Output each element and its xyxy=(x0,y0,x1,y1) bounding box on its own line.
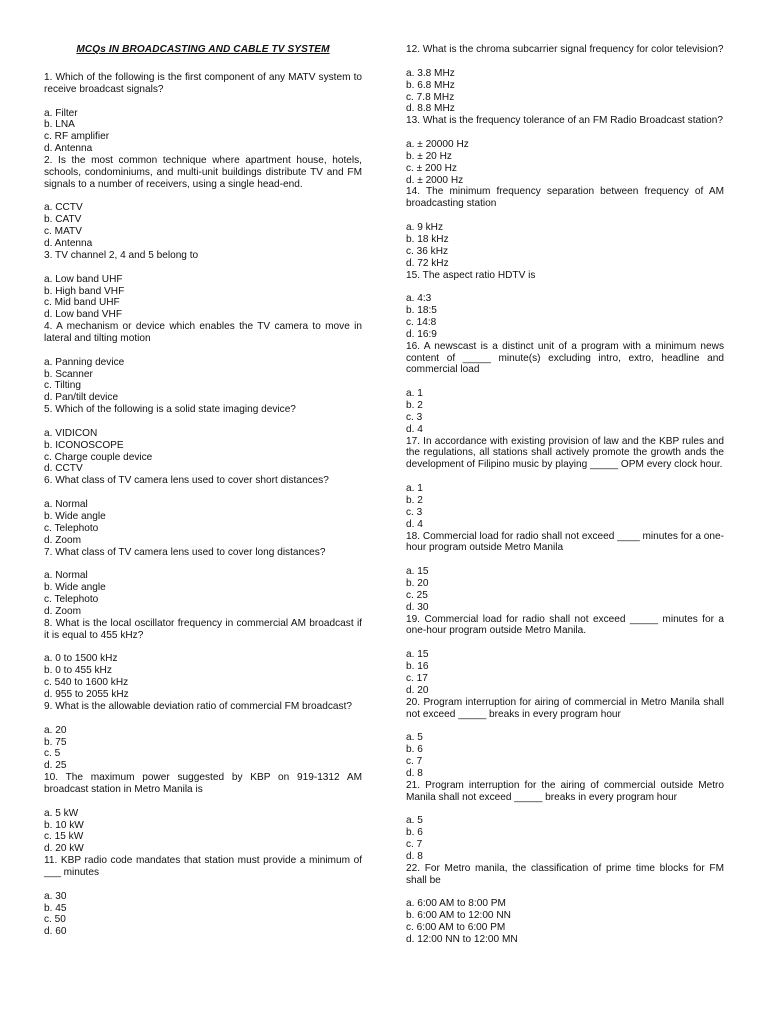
answer-option: b. 2 xyxy=(406,400,423,412)
answer-option: b. 16 xyxy=(406,661,429,673)
question-block xyxy=(44,701,362,772)
question-block xyxy=(406,614,724,697)
answer-option: a. 6:00 AM to 8:00 PM xyxy=(406,898,506,910)
answer-option: b. 6:00 AM to 12:00 NN xyxy=(406,910,511,922)
right-column xyxy=(406,44,724,946)
answer-option: d. Zoom xyxy=(44,534,82,546)
answer-option: c. Tilting xyxy=(44,380,82,392)
answer-option: c. Charge couple device xyxy=(44,451,153,463)
answer-option: d. 4 xyxy=(406,423,423,435)
answer-option: a. 15 xyxy=(406,649,429,661)
question-block xyxy=(44,855,362,938)
answer-option: c. 14:8 xyxy=(406,317,437,329)
left-question-list xyxy=(44,72,362,938)
answer-option: d. Antenna xyxy=(44,143,93,155)
answer-option: b. 6.8 MHz xyxy=(406,79,455,91)
answer-option: c. 36 kHz xyxy=(406,245,449,257)
answer-option: a. VIDICON xyxy=(44,427,98,439)
answer-option: a. 3.8 MHz xyxy=(406,67,455,79)
question-stem: 4. A mechanism or device which enables the TV camera to move in lateral and tilting motion xyxy=(44,321,362,344)
question-block xyxy=(44,72,362,155)
answer-option: a. ± 20000 Hz xyxy=(406,139,469,151)
answer-option: b. High band VHF xyxy=(44,285,125,297)
answer-option: d. ± 2000 Hz xyxy=(406,174,464,186)
answer-option: d. 8 xyxy=(406,767,423,779)
answer-option: d. 25 xyxy=(44,760,67,772)
question-stem: 21. Program interruption for the airing of commercial outside Metro Manila shall not exceed _____ breaks in every program hour xyxy=(406,779,724,803)
question-block xyxy=(406,44,724,115)
question-stem: 5. Which of the following is a solid state imaging device? xyxy=(44,404,296,416)
question-stem: 10. The maximum power suggested by KBP on 919-1312 AM broadcast station in Metro Manila is xyxy=(44,772,362,795)
answer-option: c. ± 200 Hz xyxy=(406,162,457,174)
answer-option: c. 3 xyxy=(406,411,423,423)
right-question-list xyxy=(406,44,724,946)
answer-option: b. Wide angle xyxy=(44,582,106,594)
question-block xyxy=(406,863,724,946)
answer-option: a. 30 xyxy=(44,890,67,902)
answer-option: d. 30 xyxy=(406,601,429,613)
question-stem: 8. What is the local oscillator frequency in commercial AM broadcast if it is equal to 455 kHz? xyxy=(44,617,362,641)
question-block xyxy=(406,186,724,269)
question-block xyxy=(406,270,724,341)
answer-option: b. 10 kW xyxy=(44,819,84,831)
answer-option: c. 6:00 AM to 6:00 PM xyxy=(406,922,506,934)
answer-option: c. 50 xyxy=(44,914,66,926)
answer-option: a. 4:3 xyxy=(406,293,432,305)
left-column xyxy=(44,44,362,938)
question-block xyxy=(44,404,362,475)
question-block xyxy=(406,780,724,863)
answer-option: c. 7 xyxy=(406,839,423,851)
question-block xyxy=(44,155,362,250)
question-stem: 1. Which of the following is the first component of any MATV system to receive broadcast signals? xyxy=(44,71,362,95)
answer-option: b. 75 xyxy=(44,736,67,748)
question-stem: 13. What is the frequency tolerance of an FM Radio Broadcast station? xyxy=(406,115,724,127)
answer-option: b. 45 xyxy=(44,902,67,914)
answer-option: c. MATV xyxy=(44,226,82,238)
answer-option: a. Low band UHF xyxy=(44,273,123,285)
answer-option: b. 18:5 xyxy=(406,305,437,317)
question-block xyxy=(406,341,724,436)
answer-option: d. 8 xyxy=(406,850,423,862)
answer-option: b. 6 xyxy=(406,827,423,839)
answer-option: d. 12:00 NN to 12:00 MN xyxy=(406,934,518,945)
answer-option: b. 20 xyxy=(406,578,429,590)
answer-option: a. Panning device xyxy=(44,356,125,368)
answer-option: d. 20 xyxy=(406,684,429,696)
answer-option: d. 20 kW xyxy=(44,843,84,855)
answer-option: b. Scanner xyxy=(44,368,93,380)
answer-option: d. CCTV xyxy=(44,463,83,475)
answer-option: a. CCTV xyxy=(44,202,83,214)
question-stem: 11. KBP radio code mandates that station must provide a minimum of ___ minutes xyxy=(44,855,362,878)
answer-option: c. 5 xyxy=(44,748,61,760)
answer-option: b. Wide angle xyxy=(44,511,106,522)
question-stem: 2. Is the most common technique where apartment house, hotels, schools, condominiums, and multi-unit buildings distribute TV and FM signals to a number of receivers, using a single head-end. xyxy=(44,154,362,190)
answer-option: b. 6 xyxy=(406,744,423,756)
answer-option: c. 540 to 1600 kHz xyxy=(44,677,129,689)
answer-option: d. 8.8 MHz xyxy=(406,103,455,115)
question-stem: 7. What class of TV camera lens used to cover long distances? xyxy=(44,546,326,558)
answer-option: c. 25 xyxy=(406,589,428,601)
answer-option: d. 60 xyxy=(44,926,67,938)
answer-option: a. 5 kW xyxy=(44,807,79,819)
question-stem: 3. TV channel 2, 4 and 5 belong to xyxy=(44,249,199,261)
question-stem: 17. In accordance with existing provision of law and the KBP rules and the regulations, all stations shall actively promote the growth ands the development of Filipino music by playing _____ OPM every clock hour. xyxy=(406,435,724,471)
answer-option: a. 20 xyxy=(44,724,67,736)
question-block xyxy=(44,547,362,618)
answer-option: d. Antenna xyxy=(44,237,93,249)
document-title: MCQs IN BROADCASTING AND CABLE TV SYSTEM xyxy=(76,44,330,55)
answer-option: a. Filter xyxy=(44,107,78,119)
answer-option: c. 7 xyxy=(406,756,423,768)
question-block xyxy=(44,772,362,855)
question-stem: 16. A newscast is a distinct unit of a program with a minimum news content of _____ minute(s) excluding intro, extro, headline and commercial load xyxy=(406,340,724,376)
answer-option: b. CATV xyxy=(44,214,82,226)
answer-option: b. 0 to 455 kHz xyxy=(44,665,112,677)
question-stem: 12. What is the chroma subcarrier signal frequency for color television? xyxy=(406,44,724,55)
answer-option: c. 3 xyxy=(406,506,423,518)
answer-option: c. 17 xyxy=(406,672,428,684)
question-stem: 18. Commercial load for radio shall not exceed ____ minutes for a one-hour program outside Metro Manila xyxy=(406,530,724,554)
question-block xyxy=(406,697,724,780)
question-block xyxy=(44,250,362,321)
answer-option: a. 1 xyxy=(406,483,423,495)
question-stem: 6. What class of TV camera lens used to cover short distances? xyxy=(44,475,329,487)
answer-option: d. 72 kHz xyxy=(406,257,449,269)
answer-option: d. 955 to 2055 kHz xyxy=(44,688,129,700)
answer-option: d. Low band VHF xyxy=(44,309,122,321)
question-stem: 14. The minimum frequency separation between frequency of AM broadcasting station xyxy=(406,186,724,210)
answer-option: d. 16:9 xyxy=(406,328,437,340)
answer-option: b. 18 kHz xyxy=(406,233,449,245)
question-block xyxy=(406,115,724,186)
answer-option: c. Telephoto xyxy=(44,594,99,606)
question-stem: 15. The aspect ratio HDTV is xyxy=(406,269,536,281)
answer-option: a. Normal xyxy=(44,499,88,511)
question-block xyxy=(44,618,362,701)
answer-option: a. Normal xyxy=(44,570,88,582)
answer-option: c. RF amplifier xyxy=(44,131,110,143)
answer-option: d. Pan/tilt device xyxy=(44,392,119,404)
question-stem: 19. Commercial load for radio shall not exceed _____ minutes for a one-hour program outside Metro Manila. xyxy=(406,613,724,637)
answer-option: b. LNA xyxy=(44,119,75,131)
question-stem: 22. For Metro manila, the classification of prime time blocks for FM shall be xyxy=(406,862,724,886)
answer-option: c. 7.8 MHz xyxy=(406,91,455,103)
answer-option: a. 9 kHz xyxy=(406,222,444,234)
answer-option: a. 5 xyxy=(406,732,423,744)
answer-option: a. 15 xyxy=(406,566,429,578)
answer-option: d. 4 xyxy=(406,518,423,530)
question-block xyxy=(406,531,724,614)
answer-option: a. 1 xyxy=(406,388,423,400)
answer-option: b. ICONOSCOPE xyxy=(44,439,124,451)
question-stem: 20. Program interruption for airing of commercial in Metro Manila shall not exceed _____ breaks in every program hour xyxy=(406,696,724,720)
question-block xyxy=(406,436,724,531)
answer-option: c. 15 kW xyxy=(44,831,84,843)
answer-option: c. Telephoto xyxy=(44,522,99,534)
answer-option: a. 5 xyxy=(406,815,423,827)
answer-option: b. ± 20 Hz xyxy=(406,150,452,162)
question-block xyxy=(44,475,362,546)
question-stem: 9. What is the allowable deviation ratio of commercial FM broadcast? xyxy=(44,700,352,712)
answer-option: c. Mid band UHF xyxy=(44,297,120,309)
answer-option: b. 2 xyxy=(406,495,423,506)
question-block xyxy=(44,321,362,404)
answer-option: a. 0 to 1500 kHz xyxy=(44,653,118,665)
answer-option: d. Zoom xyxy=(44,605,82,617)
